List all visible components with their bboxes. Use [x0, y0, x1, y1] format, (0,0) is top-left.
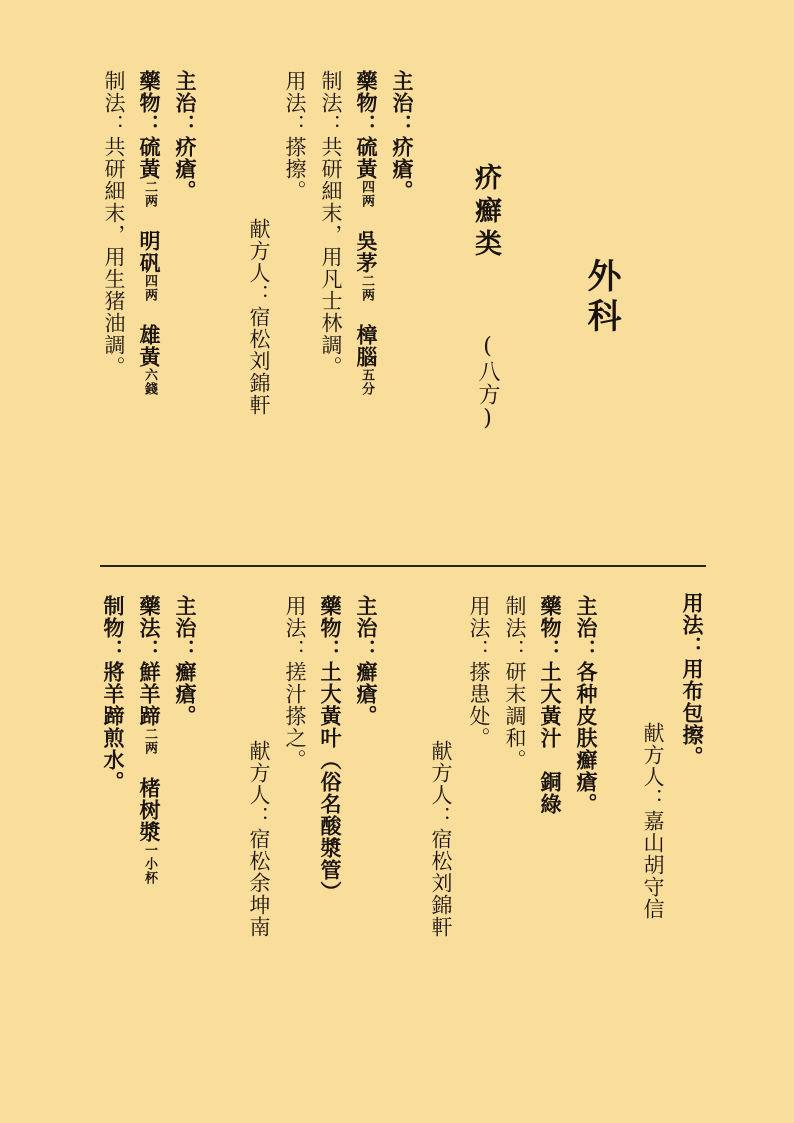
recipe-2-preparation: 制法：共研細末，用生猪油調。	[102, 70, 126, 378]
recipe-4-usage: 用法：搓汁搽之。	[283, 595, 307, 771]
recipe-1-ingredients: 藥物：硫黃四两 吳茅二两 樟腦五分	[354, 70, 379, 396]
recipe-1-donor: 献方人：宿松刘錦軒	[247, 218, 271, 416]
recipe-2-ingredients: 藥物：硫黃二两 明矾四两 雄黃六錢	[137, 70, 162, 396]
recipe-3-donor: 献方人：宿松刘錦軒	[429, 740, 453, 938]
category-count: (八方)	[475, 334, 500, 432]
recipe-4-ingredients: 藥物：土大黃叶（俗名酸漿管）	[318, 595, 343, 903]
recipe-5-indication: 主治：癬瘡。	[173, 595, 198, 727]
section-title: 外科	[581, 258, 621, 338]
recipe-1-preparation: 制法：共研細末，用凡士林調。	[319, 70, 343, 378]
recipe-5-ingredients: 藥法：鮮羊蹄二两 楮树漿一小杯	[137, 595, 162, 885]
continuation-usage: 用法：用布包擦。	[680, 592, 705, 768]
recipe-3-preparation: 制法：研末調和。	[503, 595, 527, 771]
category-title: 疥癬类	[470, 163, 501, 262]
recipe-3-indication: 主治：各种皮肤癬瘡。	[574, 595, 599, 815]
recipe-1-indication: 主治：疥瘡。	[390, 70, 415, 202]
recipe-3-ingredients: 藥物：土大黃汁 銅綠	[538, 595, 563, 815]
section-divider	[100, 565, 706, 567]
recipe-5-preparation: 制物：將羊蹄煎水。	[101, 595, 126, 793]
recipe-2-indication: 主治：疥瘡。	[173, 70, 198, 202]
continuation-donor: 献方人：嘉山胡守信	[641, 722, 665, 920]
recipe-4-donor: 献方人：宿松余坤南	[247, 740, 271, 938]
recipe-4-indication: 主治：癬瘡。	[354, 595, 379, 727]
recipe-3-usage: 用法：搽患处。	[467, 595, 491, 749]
recipe-1-usage: 用法：搽擦。	[283, 70, 307, 202]
